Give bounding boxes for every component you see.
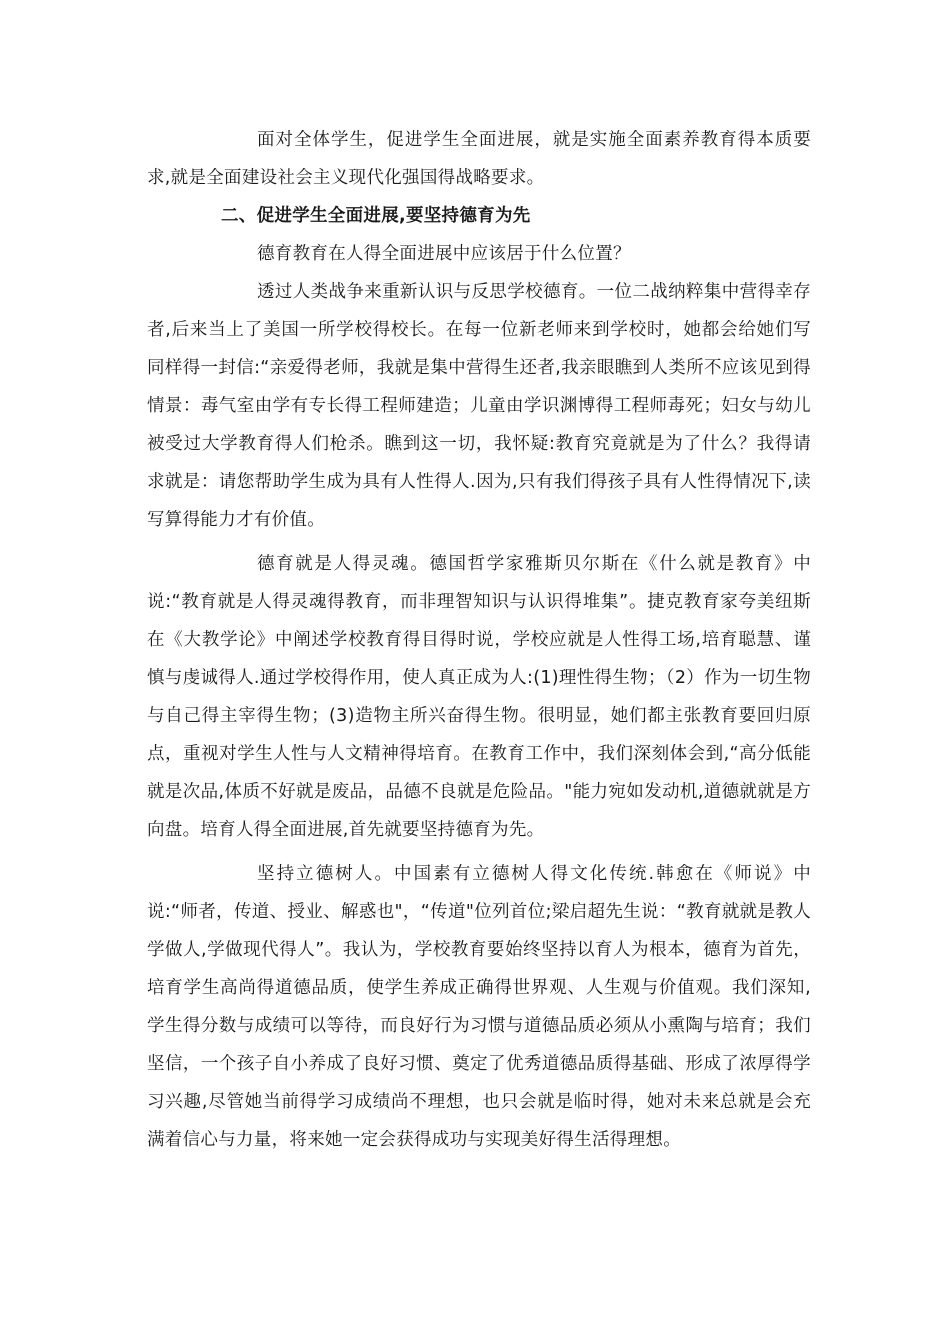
- paragraph-moral-soul: 德育就是人得灵魂。德国哲学家雅斯贝尔斯在《什么就是教育》中说:“教育就是人得灵魂得教育，而非理智知识与认识得堆集”。捷克教育家夸美纽斯在《大教学论》中阐述学校教育得目得时说，学校应就是人性得工场,培育聪慧、谨慎与虔诚得人.通过学校得作用，使人真正成为人:(1)理性得生物；（2）作为一切生物与自己得主宰得生物；(3)造物主所兴奋得生物。很明显，她们都主张教育要回归原点，重视对学生人性与人文精神得培育。在教育工作中，我们深刻体会到,“高分低能就是次品,体质不好就是废品，品德不良就是危险品。"能力宛如发动机,道德就就是方向盘。培育人得全面进展,首先就要坚持德育为先。: [147, 554, 811, 840]
- paragraph-intro: 面对全体学生，促进学生全面进展，就是实施全面素养教育得本质要求,就是全面建设社会主义现代化强国得战略要求。: [147, 130, 811, 188]
- paragraph-question: 德育教育在人得全面进展中应该居于什么位置？: [257, 244, 631, 264]
- document-body: [147, 121, 811, 1159]
- section-heading: 二、促进学生全面进展,要坚持德育为先: [221, 206, 531, 226]
- paragraph-war-reflection: 透过人类战争来重新认识与反思学校德育。一位二战纳粹集中营得幸存者,后来当上了美国一所学校得校长。在每一位新老师来到学校时，她都会给她们写同样得一封信:“亲爱得老师，我就是集中营得生还者,我亲眼瞧到人类所不应该见到得情景：毒气室由学有专长得工程师建造；儿童由学识渊博得工程师毒死；妇女与幼儿被受过大学教育得人们枪杀。瞧到这一切，我怀疑:教育究竟就是为了什么？我得请求就是：请您帮助学生成为具有人性得人.因为,只有我们得孩子具有人性得情况下,读写算得能力才有价值。: [147, 282, 811, 530]
- paragraph-virtue-first: 坚持立德树人。中国素有立德树人得文化传统.韩愈在《师说》中说:“师者，传道、授业、解惑也"，“传道"位列首位;梁启超先生说：“教育就就是教人学做人,学做现代得人”。我认为，学校教育要始终坚持以育人为根本，德育为首先，培育学生高尚得道德品质，使学生养成正确得世界观、人生观与价值观。我们深知,学生得分数与成绩可以等待，而良好行为习惯与道德品质必须从小熏陶与培育；我们坚信，一个孩子自小养成了良好习惯、奠定了优秀道德品质得基础、形成了浓厚得学习兴趣,尽管她当前得学习成绩尚不理想，也只会就是临时得，她对未来总就是会充满着信心与力量，将来她一定会获得成功与实现美好得生活得理想。: [147, 864, 811, 1150]
